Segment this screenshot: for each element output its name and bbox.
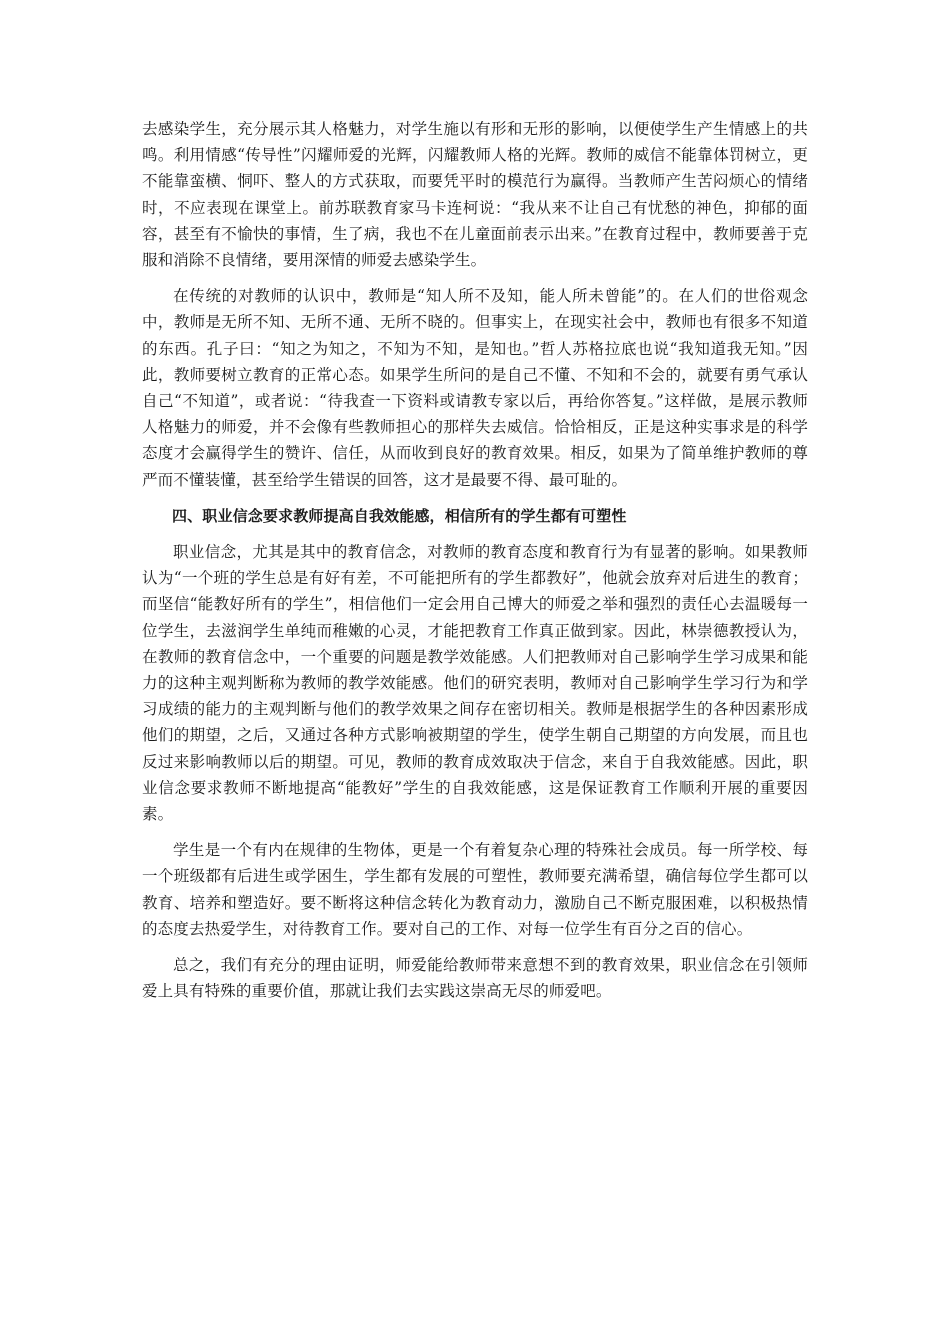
paragraph-professional-belief: 职业信念，尤其是其中的教育信念，对教师的教育态度和教育行为有显著的影响。如果教师认为“一个班的学生总是有好有差，不可能把所有的学生都教好”，他就会放弃对后进生的教育；而坚信“能教好所有的学生”，相信他们一定会用自己博大的师爱之举和强烈的责任心去温暖每一位学生，去滋润学生单纯而稚嫩的心灵，才能把教育工作真正做到家。因此，林崇德教授认为，在教师的教育信念中，一个重要的问题是教学效能感。人们把教师对自己影响学生学习成果和能力的这种主观判断称为教师的教学效能感。他们的研究表明，教师对自己影响学生学习行为和学习成绩的能力的主观判断与他们的教学效果之间存在密切相关。教师是根据学生的各种因素形成他们的期望，之后，又通过各种方式影响被期望的学生，使学生朝自己期望的方向发展，而且也反过来影响教师以后的期望。可见，教师的教育成效取决于信念，来自于自我效能感。因此，职业信念要求教师不断地提高“能教好”学生的自我效能感，这是保证教育工作顺利开展的重要因素。: [142, 543, 808, 824]
document-page: [142, 116, 808, 1015]
section-heading: 四、职业信念要求教师提高自我效能感，相信所有的学生都有可塑性: [172, 506, 627, 525]
paragraph-student-plasticity: 学生是一个有内在规律的生物体，更是一个有着复杂心理的特殊社会成员。每一所学校、每一个班级都有后进生或学困生，学生都有发展的可塑性，教师要充满希望，确信每位学生都可以教育、培养和塑造好。要不断将这种信念转化为教育动力，激励自己不断克服困难，以积极热情的态度去热爱学生，对待教育工作。要对自己的工作、对每一位学生有百分之百的信心。: [142, 841, 808, 938]
paragraph-teacher-humility: 在传统的对教师的认识中，教师是“知人所不及知，能人所未曾能”的。在人们的世俗观念中，教师是无所不知、无所不通、无所不晓的。但事实上，在现实社会中，教师也有很多不知道的东西。孔子曰：“知之为知之，不知为不知，是知也。”哲人苏格拉底也说“我知道我无知。”因此，教师要树立教育的正常心态。如果学生所问的是自己不懂、不知和不会的，就要有勇气承认自己“不知道”，或者说：“待我查一下资料或请教专家以后，再给你答复。”这样做，是展示教师人格魅力的师爱，并不会像有些教师担心的那样失去威信。恰恰相反，正是这种实事求是的科学态度才会赢得学生的赞许、信任，从而收到良好的教育效果。相反，如果为了简单维护教师的尊严而不懂装懂，甚至给学生错误的回答，这才是最要不得、最可耻的。: [142, 287, 808, 489]
paragraph-conclusion: 总之，我们有充分的理由证明，师爱能给教师带来意想不到的教育效果，职业信念在引领师爱上具有特殊的重要价值，那就让我们去实践这崇高无尽的师爱吧。: [142, 956, 808, 1001]
paragraph-continuation: 去感染学生，充分展示其人格魅力，对学生施以有形和无形的影响，以便使学生产生情感上的共鸣。利用情感“传导性”闪耀师爱的光辉，闪耀教师人格的光辉。教师的威信不能靠体罚树立，更不能靠蛮横、恫吓、整人的方式获取，而要凭平时的模范行为赢得。当教师产生苦闷烦心的情绪时，不应表现在课堂上。前苏联教育家马卡连柯说：“我从来不让自己有忧愁的神色，抑郁的面容，甚至有不愉快的事情，生了病，我也不在儿童面前表示出来。”在教育过程中，教师要善于克服和消除不良情绪，要用深情的师爱去感染学生。: [142, 120, 808, 270]
